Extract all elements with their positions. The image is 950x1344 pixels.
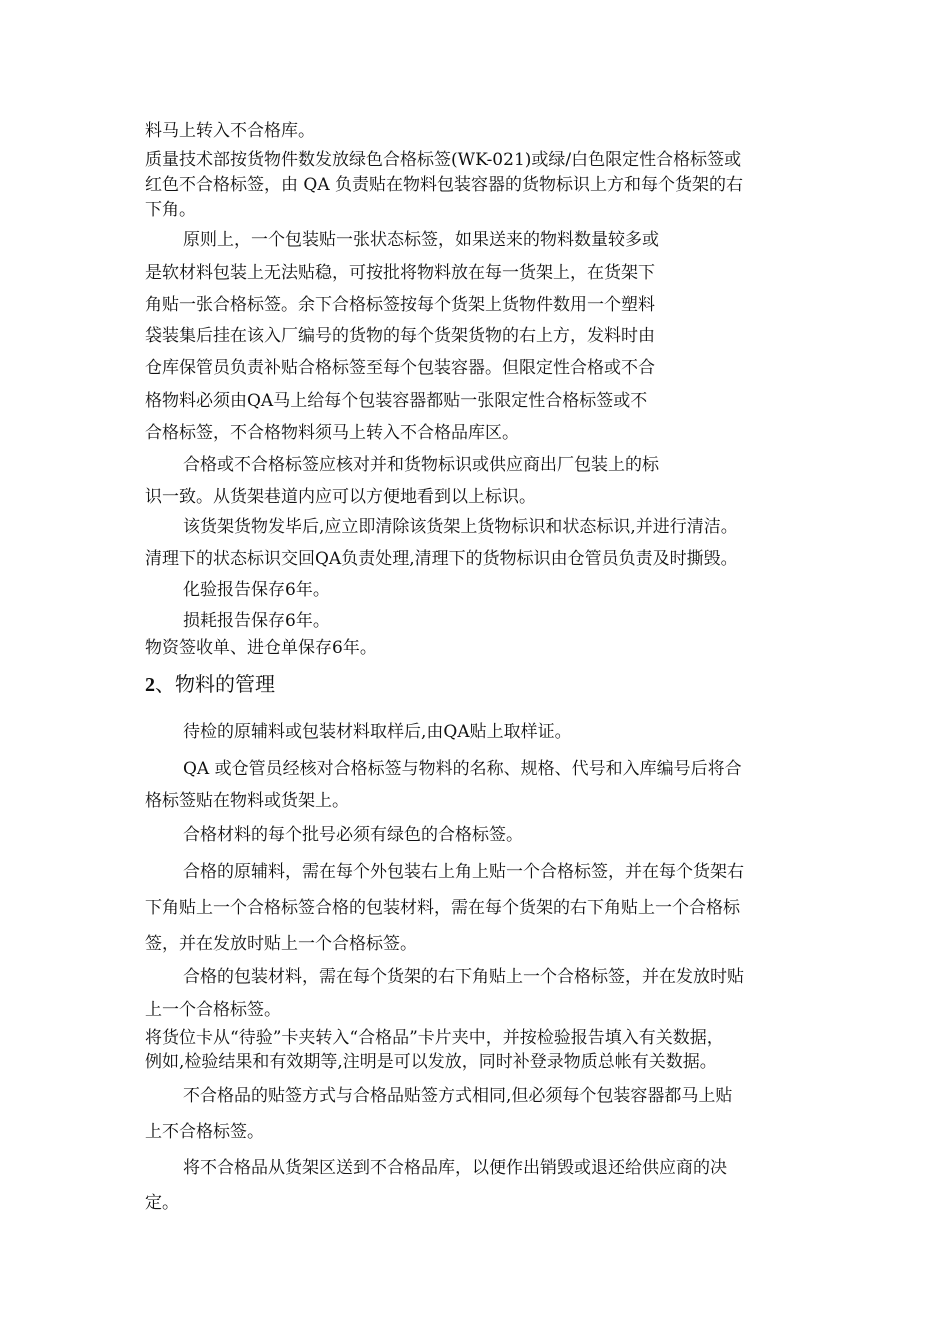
- text-line: 格物料必须由QA马上给每个包装容器都贴一张限定性合格标签或不: [145, 391, 648, 411]
- text-line: 损耗报告保存6年。: [183, 611, 330, 631]
- text-line: 不合格品的贴签方式与合格品贴签方式相同,但必须每个包装容器都马上贴: [183, 1086, 733, 1106]
- text-line: 清理下的状态标识交回QA负责处理,清理下的货物标识由仓管员负责及时撕毁。: [145, 549, 738, 569]
- text-line: 物资签收单、进仓单保存6年。: [145, 638, 377, 658]
- text-line: 例如,检验结果和有效期等,注明是可以发放，同时补登录物质总帐有关数据。: [145, 1052, 717, 1072]
- section-heading: [145, 673, 275, 696]
- text-line: 红色不合格标签，由 QA 负责贴在物料包装容器的货物标识上方和每个货架的右: [145, 175, 744, 195]
- text-line: 角贴一张合格标签。余下合格标签按每个货架上货物件数用一个塑料: [145, 295, 655, 315]
- text-line: 仓库保管员负责补贴合格标签至每个包装容器。但限定性合格或不合: [145, 358, 655, 378]
- text-line: 定。: [145, 1193, 179, 1213]
- text-line: 合格材料的每个批号必须有绿色的合格标签。: [183, 825, 523, 845]
- text-line: 格标签贴在物料或货架上。: [145, 791, 349, 811]
- text-line: 合格的原辅料，需在每个外包装右上角上贴一个合格标签，并在每个货架右: [183, 862, 744, 882]
- text-line: 签，并在发放时贴上一个合格标签。: [145, 934, 417, 954]
- text-line: 该货架货物发毕后,应立即清除该货架上货物标识和状态标识,并进行清洁。: [183, 517, 738, 537]
- text-line: 下角贴上一个合格标签合格的包装材料，需在每个货架的右下角贴上一个合格标: [145, 898, 740, 918]
- section-title: 、物料的管理: [155, 672, 275, 696]
- text-line: QA 或仓管员经核对合格标签与物料的名称、规格、代号和入库编号后将合: [183, 759, 742, 779]
- text-line: 待检的原辅料或包装材料取样后,由QA贴上取样证。: [183, 722, 572, 742]
- text-line: 是软材料包装上无法贴稳，可按批将物料放在每一货架上，在货架下: [145, 263, 655, 283]
- text-line: 质量技术部按货物件数发放绿色合格标签(WK-021)或绿/白色限定性合格标签或: [145, 150, 742, 170]
- text-line: 袋装集后挂在该入厂编号的货物的每个货架货物的右上方，发料时由: [145, 326, 655, 346]
- text-line: 将货位卡从“待验”卡夹转入“合格品”卡片夹中，并按检验报告填入有关数据，: [145, 1028, 724, 1048]
- text-line: 原则上，一个包装贴一张状态标签，如果送来的物料数量较多或: [183, 230, 659, 250]
- text-line: 下角。: [145, 200, 196, 220]
- text-line: 将不合格品从货架区送到不合格品库，以便作出销毁或退还给供应商的决: [183, 1158, 727, 1178]
- text-line: 上不合格标签。: [145, 1122, 264, 1142]
- section-number: 2: [145, 674, 155, 696]
- text-line: 识一致。从货架巷道内应可以方便地看到以上标识。: [145, 487, 536, 507]
- text-line: 合格的包装材料，需在每个货架的右下角贴上一个合格标签，并在发放时贴: [183, 967, 744, 987]
- text-line: 化验报告保存6年。: [183, 580, 330, 600]
- text-line: 料马上转入不合格库。: [145, 121, 315, 141]
- text-line: 上一个合格标签。: [145, 1000, 281, 1020]
- text-line: 合格或不合格标签应核对并和货物标识或供应商出厂包装上的标: [183, 455, 659, 475]
- text-line: 合格标签，不合格物料须马上转入不合格品库区。: [145, 423, 519, 443]
